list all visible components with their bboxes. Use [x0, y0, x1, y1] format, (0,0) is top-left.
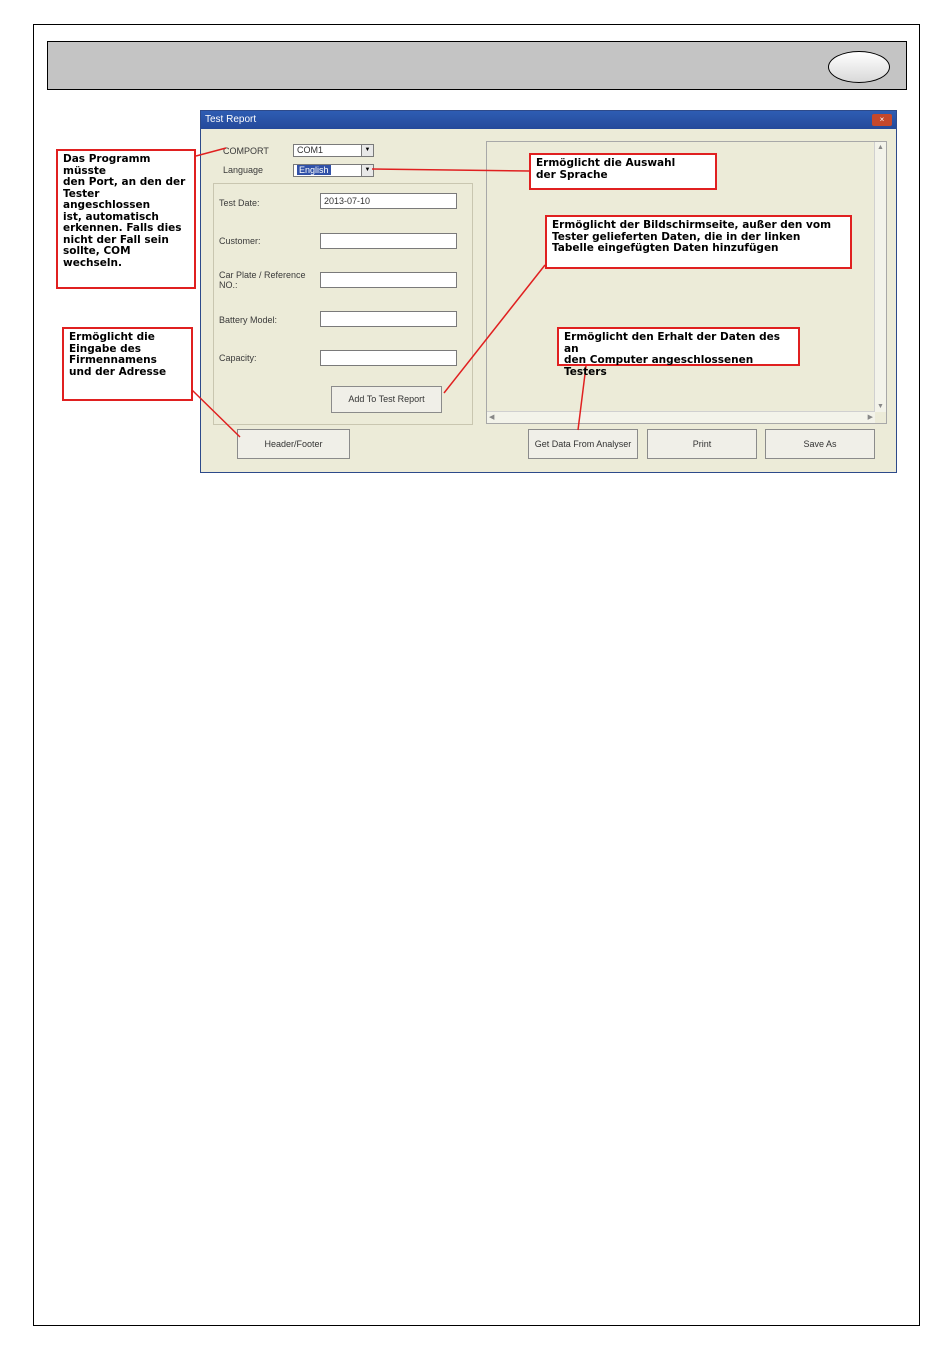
get-data-from-analyser-button[interactable]: Get Data From Analyser — [528, 429, 638, 459]
capacity-label: Capacity: — [219, 353, 257, 363]
callout-line: Das Programm müsste — [63, 153, 151, 177]
add-connector — [444, 265, 545, 393]
callout-line: sollte, COM wechseln. — [63, 245, 131, 269]
callout-line: erkennen. Falls dies — [63, 222, 182, 234]
callout-line: und der Adresse — [69, 365, 167, 378]
callout-line: Ermöglicht die Auswahl — [536, 157, 676, 169]
comport-label: COMPORT — [223, 146, 269, 156]
callout-line: Tester gelieferten Daten, die in der linken — [552, 230, 801, 243]
header-connector — [192, 390, 240, 437]
language-label: Language — [223, 165, 264, 175]
print-button[interactable]: Print — [647, 429, 757, 459]
chevron-down-icon[interactable]: ▼ — [361, 165, 373, 176]
callout-line: Tester angeschlossen — [63, 187, 151, 211]
callout-line: den Computer angeschlossenen Testers — [564, 354, 754, 378]
customer-label: Customer: — [219, 236, 261, 246]
callout-line: der Sprache — [536, 168, 608, 181]
callout-line: Tabelle eingefügten Daten hinzufügen — [552, 242, 779, 254]
callout-line: Ermöglicht der Bildschirmseite, außer den vom — [552, 219, 832, 231]
callout-line: Eingabe des — [69, 342, 142, 355]
comport-value: COM1 — [297, 145, 324, 155]
test-date-label: Test Date: — [219, 198, 260, 208]
car-plate-label-line2: NO.: — [219, 280, 238, 290]
chevron-down-icon[interactable]: ▼ — [361, 145, 373, 156]
scroll-left-icon[interactable]: ◀ — [489, 414, 495, 421]
save-as-button[interactable]: Save As — [765, 429, 875, 459]
add-to-report-callout — [545, 215, 852, 269]
header-footer-button[interactable]: Header/Footer — [237, 429, 350, 459]
comport-connector — [196, 148, 226, 156]
callout-line: den Port, an den der — [63, 176, 186, 188]
header-footer-callout — [62, 327, 193, 401]
callout-line: Ermöglicht den Erhalt der Daten des an — [564, 331, 780, 355]
scroll-down-icon[interactable]: ▼ — [877, 403, 884, 410]
close-button[interactable]: × — [872, 114, 892, 126]
get-data-callout — [557, 327, 800, 378]
callout-line: ist, automatisch — [63, 210, 159, 223]
callout-line: Firmennamens — [69, 354, 157, 366]
car-plate-label-line1: Car Plate / Reference — [219, 270, 306, 280]
window-title: Test Report — [205, 114, 257, 125]
scroll-right-icon[interactable]: ▶ — [867, 414, 873, 421]
callout-line: Ermöglicht die — [69, 331, 155, 343]
language-value: English — [299, 165, 329, 175]
comport-callout — [56, 149, 196, 289]
scroll-up-icon[interactable]: ▲ — [877, 144, 884, 151]
callout-line: nicht der Fall sein — [63, 233, 169, 246]
language-callout — [529, 153, 717, 190]
battery-model-label: Battery Model: — [219, 315, 278, 325]
add-to-test-report-button[interactable]: Add To Test Report — [331, 386, 442, 413]
language-connector — [372, 169, 529, 171]
test-date-input[interactable]: 2013-07-10 — [320, 193, 457, 209]
